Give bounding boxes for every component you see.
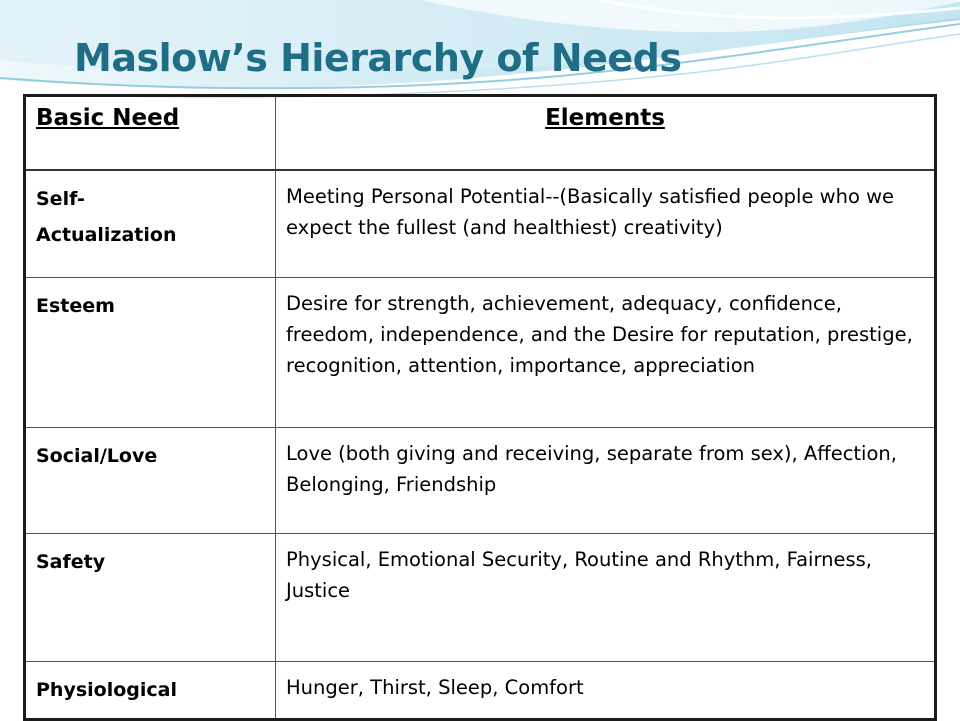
table-row: [25, 533, 936, 661]
need-elements: Love (both giving and receiving, separate from sex), Affection, Belonging, Friendship: [276, 427, 936, 533]
table-row: [25, 661, 936, 719]
table-row: [25, 170, 936, 277]
need-name: Safety: [25, 533, 276, 661]
table-row: [25, 277, 936, 427]
header-elements: Elements: [276, 96, 936, 171]
table-header-row: [25, 96, 936, 171]
need-name-line-2: Actualization: [36, 224, 177, 246]
header-basic-need: Basic Need: [25, 96, 276, 171]
need-name: [25, 170, 276, 277]
need-elements: Meeting Personal Potential--(Basically satisfied people who we expect the fullest (and healthiest) creativity): [276, 170, 936, 277]
need-elements: Desire for strength, achievement, adequacy, confidence, freedom, independence, and the Desire for reputation, prestige, recognition, attention, importance, appreciation: [276, 277, 936, 427]
need-name: Social/Love: [25, 427, 276, 533]
need-elements: Hunger, Thirst, Sleep, Comfort: [276, 661, 936, 719]
table-row: [25, 427, 936, 533]
need-name: Esteem: [25, 277, 276, 427]
need-name-line-1: Self-: [36, 188, 85, 210]
slide-title: Maslow’s Hierarchy of Needs: [74, 36, 682, 80]
needs-table: [23, 94, 937, 721]
need-name: Physiological: [25, 661, 276, 719]
need-elements: Physical, Emotional Security, Routine and Rhythm, Fairness, Justice: [276, 533, 936, 661]
